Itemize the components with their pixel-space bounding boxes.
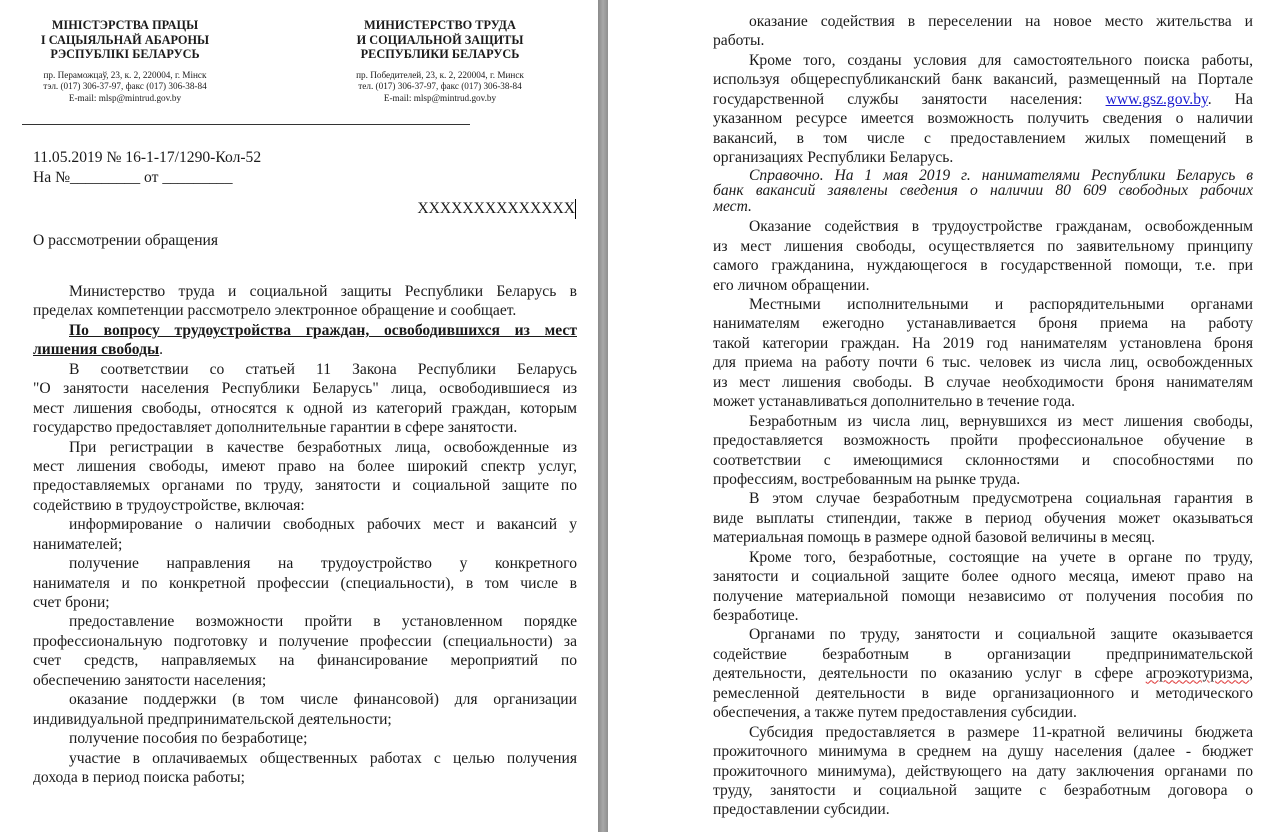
text-line: содействию в трудоустройстве, включая:: [33, 496, 305, 514]
org-name-line: РЭСПУБЛІКІ БЕЛАРУСЬ: [50, 47, 200, 62]
page-separator: [598, 0, 608, 832]
paragraph: [33, 360, 577, 438]
text-line: указанном ресурсе имеется возможность получить сведения о наличии: [713, 110, 1253, 128]
text-line: самого гражданина, нуждающегося в государственной помощи, т.е. при: [713, 257, 1253, 275]
address-line: пр. Пераможцаў, 23, к. 2, 220004, г. Мінск: [43, 69, 207, 80]
text-line: вакансий, в том числе с предоставлением жилых помещений в: [713, 129, 1253, 147]
paragraph: [713, 217, 1253, 295]
text-line: индивидуальной предпринимательской деятельности;: [33, 710, 392, 728]
paragraph: [713, 723, 1253, 820]
text-line: Безработным из числа лиц, вернувшихся из мест лишения свободы,: [749, 412, 1253, 430]
org-name-line: МІНІСТЭРСТВА ПРАЦЫ: [51, 18, 199, 32]
text-line: профессиональную подготовку и получение профессии (специальности) за: [33, 632, 577, 650]
text-line: В этом случае безработным предусмотрена социальная гарантия в: [749, 490, 1253, 508]
text-line: предоставляемых органами по труду, занятости и социальной защите по: [33, 477, 577, 495]
letterhead-divider: [22, 124, 470, 125]
email-line: E-mail: mlsp@mintrud.gov.by: [383, 92, 497, 103]
text-line: оказание поддержки (в том числе финансовой) для организации: [69, 691, 577, 709]
text-line: Кроме того, безработные, состоящие на учете в органе по труду,: [749, 548, 1253, 566]
text-line: его личном обращении.: [713, 276, 870, 294]
text-segment: лишения свободы: [33, 341, 160, 359]
text-line: материальная помощь в размере одной базовой величины в месяц.: [713, 529, 1155, 547]
registration-number: 11.05.2019 № 16-1-17/1290-Кол-52: [33, 149, 262, 166]
text-line: нанимателям ежегодно устанавливается броня приема на работу: [713, 315, 1253, 333]
text-segment: государственной службы занятости населения:: [713, 90, 1106, 108]
phone-line: тэл. (017) 306-37-97, факс (017) 306-38-84: [43, 81, 207, 92]
text-line: счет брони;: [33, 594, 110, 611]
text-line: счет средств, направляемых на финансирование мероприятий по: [33, 652, 577, 670]
text-line: Органами по труду, занятости и социальной защите оказывается: [749, 626, 1253, 644]
paragraph: [713, 12, 1253, 51]
paragraph: [33, 749, 577, 788]
text-line: обеспечению занятости населения;: [33, 671, 267, 689]
paragraph: [713, 51, 1253, 168]
text-line: получение материальной помощи независимо от получения пособия по: [713, 587, 1253, 605]
document-page-1: [0, 0, 598, 832]
text-line: может устанавливаться дополнительно в течение года.: [713, 393, 1076, 411]
document-page-2: [608, 0, 1280, 832]
text-line: труду, занятости и социальной защите с безработным договора о: [713, 781, 1253, 799]
text-segment: ,: [1249, 665, 1253, 683]
text-line: безработице.: [713, 607, 799, 625]
text-line: предоставлении субсидии.: [713, 801, 890, 819]
text-line: Оказание содействия в трудоустройстве гражданам, освобожденным: [749, 218, 1253, 236]
text-line: мест лишения свободы, относятся к одной из категорий граждан, которым: [33, 399, 577, 417]
reply-to-reference: На №_________ от _________: [33, 169, 233, 186]
text-line: работы.: [713, 32, 765, 50]
text-line: профессиям, востребованным на рынке труда.: [713, 470, 1021, 488]
text-line: получение пособия по безработице;: [69, 730, 308, 748]
paragraph: [33, 282, 577, 321]
text-line: Министерство труда и социальной защиты Республики Беларусь в: [69, 283, 577, 300]
text-line: государство предоставляет дополнительные гарантии в сфере занятости.: [33, 419, 518, 437]
reference-note: [713, 168, 1253, 215]
text-line: информирование о наличии свободных рабочих мест и вакансий у: [69, 516, 577, 534]
text-line: мест лишения свободы, имеют право на более широкий спектр услуг,: [33, 457, 577, 475]
text-line: В соответствии со статьей 11 Закона Республики Беларусь: [69, 360, 577, 378]
paragraph: [713, 548, 1253, 626]
letter-body-page-1: [33, 282, 577, 787]
text-line: оказание содействия в переселении на новое место жительства и: [749, 13, 1253, 30]
letter-subject: О рассмотрении обращения: [33, 232, 219, 249]
paragraph: [713, 412, 1253, 490]
text-line: для приема на работу почти 6 тыс. человек из числа лиц, освобожденных: [713, 354, 1253, 372]
paragraph: [33, 690, 577, 729]
org-name-line: МИНИСТЕРСТВО ТРУДА: [364, 18, 516, 32]
text-line: Местными исполнительными и распорядительными органами: [749, 296, 1253, 314]
text-segment: .: [159, 341, 164, 359]
misspelled-word: агроэкотуризма: [1145, 665, 1250, 683]
org-name-line: И СОЦИАЛЬНОЙ ЗАЩИТЫ: [356, 32, 524, 47]
text-line: виде выплаты стипендии, также в период обучения может оказываться: [713, 509, 1253, 527]
text-line: обеспечения, а также путем предоставления субсидии.: [713, 704, 1077, 722]
text-line: предоставление возможности пройти в установленном порядке: [69, 613, 577, 631]
text-line: нанимателей;: [33, 535, 123, 553]
text-line: соответствии с имеющимися склонностями и способностями по: [713, 451, 1253, 469]
website-link[interactable]: www.gsz.gov.by: [1105, 90, 1208, 108]
letterhead-belarusian: [20, 18, 230, 104]
text-line: предоставляется возможность пройти профессиональное обучение в: [713, 432, 1253, 450]
text-line: Кроме того, созданы условия для самостоятельного поиска работы,: [749, 51, 1253, 69]
org-name-line: І САЦЫЯЛЬНАЙ АБАРОНЫ: [40, 32, 210, 47]
text-line: [713, 664, 1253, 683]
text-line: При регистрации в качестве безработных лица, освобожденные из: [69, 438, 577, 456]
phone-line: тел. (017) 306-37-97, факс (017) 306-38-84: [358, 81, 522, 92]
text-line: дохода в период поиска работы;: [33, 768, 245, 786]
letterhead-russian: [300, 18, 580, 104]
text-line: из мест лишения свободы. В случае необходимости броня нанимателям: [713, 373, 1253, 391]
section-heading: [33, 321, 577, 360]
paragraph: [713, 489, 1253, 547]
text-line: прожиточного минимума в среднем на душу населения (далее - бюджет: [713, 743, 1253, 761]
text-line: такой категории граждан. На 2019 год нанимателям установлена броня: [713, 334, 1253, 352]
text-line: пределах компетенции рассмотрело электронное обращение и сообщает.: [33, 302, 517, 320]
text-line: нанимателя и по конкретной профессии (специальности), в том числе в: [33, 574, 577, 592]
text-line: банк вакансий заявлены сведения о наличии 80 609 свободных рабочих: [713, 183, 1253, 199]
addressee[interactable]: XXXXXXXXXXXXXX: [402, 199, 576, 219]
paragraph: [713, 295, 1253, 412]
text-line: участие в оплачиваемых общественных работах с целью получения: [69, 749, 577, 767]
text-line: из мест лишения свободы, осуществляется по заявительному принципу: [713, 237, 1253, 255]
text-segment: . На: [1207, 90, 1253, 108]
text-segment: деятельности, деятельности по оказанию услуг в сфере: [713, 665, 1146, 683]
text-line: "О занятости населения Республики Беларусь" лица, освободившиеся из: [33, 380, 577, 398]
text-line: занятости и социальной защите более одного месяца, имеют право на: [713, 568, 1253, 586]
text-line: [713, 90, 1253, 109]
paragraph: [33, 515, 577, 554]
registration-block: [33, 148, 261, 188]
paragraph: [33, 612, 577, 690]
text-line: Справочно. На 1 мая 2019 г. нанимателями Республики Беларусь в: [749, 167, 1253, 184]
text-line: мест.: [713, 198, 752, 215]
text-line: ремесленной деятельности в виде организационного и методического: [713, 684, 1253, 702]
paragraph: [33, 729, 577, 748]
paragraph: [33, 438, 577, 516]
email-line: E-mail: mlsp@mintrud.gov.by: [68, 92, 182, 103]
text-line: прожиточного минимума), действующего на дату заключения органами по: [713, 762, 1253, 780]
text-line: организациях Республики Беларусь.: [713, 149, 954, 167]
text-line: используя общереспубликанский банк вакансий, размещенный на Портале: [713, 71, 1253, 89]
text-segment: По вопросу трудоустройства граждан, освободившихся из мест: [69, 321, 577, 339]
paragraph: [33, 554, 577, 612]
letter-body-page-2: [713, 12, 1253, 820]
text-line: [33, 321, 577, 340]
text-line: получение направления на трудоустройство у конкретного: [69, 555, 577, 573]
text-line: [33, 340, 577, 359]
text-line: Субсидия предоставляется в размере 11-кратной величины бюджета: [749, 723, 1253, 741]
org-name-line: РЕСПУБЛИКИ БЕЛАРУСЬ: [360, 47, 520, 62]
text-line: содействие безработным в организации предпринимательской: [713, 645, 1253, 663]
paragraph: [713, 625, 1253, 722]
address-line: пр. Победителей, 23, к. 2, 220004, г. Минск: [356, 69, 524, 80]
